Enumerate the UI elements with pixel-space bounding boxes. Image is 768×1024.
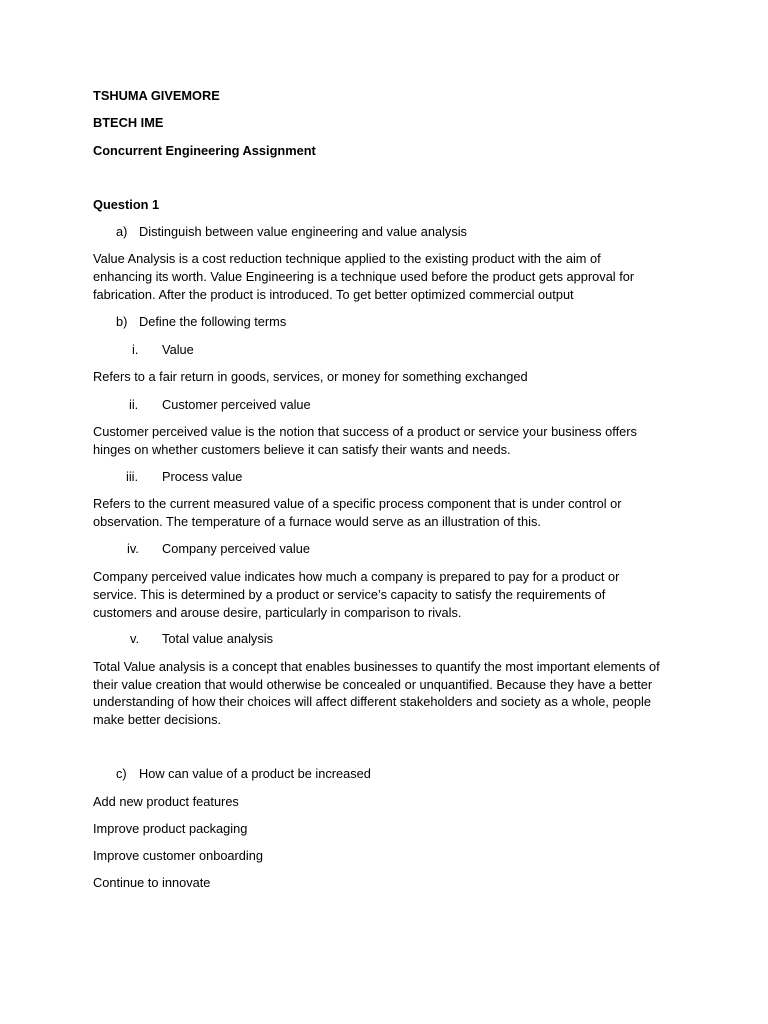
term-label-customer-perceived-value: Customer perceived value <box>162 397 311 412</box>
term-answer-total-line-1: Total Value analysis is a concept that enables businesses to quantify the most important elements of <box>93 659 660 674</box>
term-answer-total-line-2: their value creation that would otherwise be concealed or unquantified. Because they have a better <box>93 677 653 692</box>
answer-a-line-2: enhancing its worth. Value Engineering is a technique used before the product gets approval for <box>93 269 635 284</box>
term-label-process-value: Process value <box>162 469 243 484</box>
list-marker-a: a) <box>116 224 128 239</box>
answer-a-line-1: Value Analysis is a cost reduction technique applied to the existing product with the aim of <box>93 251 601 266</box>
term-answer-customer-line-2: hinges on whether customers believe it can satisfy their wants and needs. <box>93 442 511 457</box>
answer-a-line-3: fabrication. After the product is introduced. To get better optimized commercial output <box>93 287 574 302</box>
term-answer-total-line-3: understanding of how their choices will affect different stakeholders and society as a whole, people <box>93 694 651 709</box>
author-name: TSHUMA GIVEMORE <box>93 88 220 103</box>
term-marker-iii: iii. <box>126 469 139 484</box>
document-title: Concurrent Engineering Assignment <box>93 143 316 158</box>
term-marker-v: v. <box>130 631 140 646</box>
term-answer-company-line-2: service. This is determined by a product or service’s capacity to satisfy the requirements of <box>93 587 606 602</box>
term-marker-i: i. <box>132 342 139 357</box>
term-answer-value-line-1: Refers to a fair return in goods, services, or money for something exchanged <box>93 369 528 384</box>
answer-c-item-2: Improve product packaging <box>93 821 248 836</box>
answer-c-item-3: Improve customer onboarding <box>93 848 264 863</box>
term-label-total-value-analysis: Total value analysis <box>162 631 273 646</box>
answer-c-item-1: Add new product features <box>93 794 239 809</box>
term-marker-ii: ii. <box>129 397 139 412</box>
term-answer-company-line-1: Company perceived value indicates how much a company is prepared to pay for a product or <box>93 569 620 584</box>
term-answer-customer-line-1: Customer perceived value is the notion that success of a product or service your business offers <box>93 424 637 439</box>
term-marker-iv: iv. <box>127 541 139 556</box>
term-answer-total-line-4: make better decisions. <box>93 712 222 727</box>
question-c-text: How can value of a product be increased <box>139 766 371 781</box>
question-heading: Question 1 <box>93 197 160 212</box>
term-label-company-perceived-value: Company perceived value <box>162 541 310 556</box>
term-answer-process-line-2: observation. The temperature of a furnace would serve as an illustration of this. <box>93 514 541 529</box>
program-name: BTECH IME <box>93 115 164 130</box>
term-label-value: Value <box>162 342 194 357</box>
term-answer-process-line-1: Refers to the current measured value of a specific process component that is under control or <box>93 496 622 511</box>
question-b-text: Define the following terms <box>139 314 287 329</box>
term-answer-company-line-3: customers and arouse desire, particularly in comparison to rivals. <box>93 605 462 620</box>
list-marker-b: b) <box>116 314 128 329</box>
answer-c-item-4: Continue to innovate <box>93 875 211 890</box>
list-marker-c: c) <box>116 766 127 781</box>
question-a-text: Distinguish between value engineering and value analysis <box>139 224 467 239</box>
